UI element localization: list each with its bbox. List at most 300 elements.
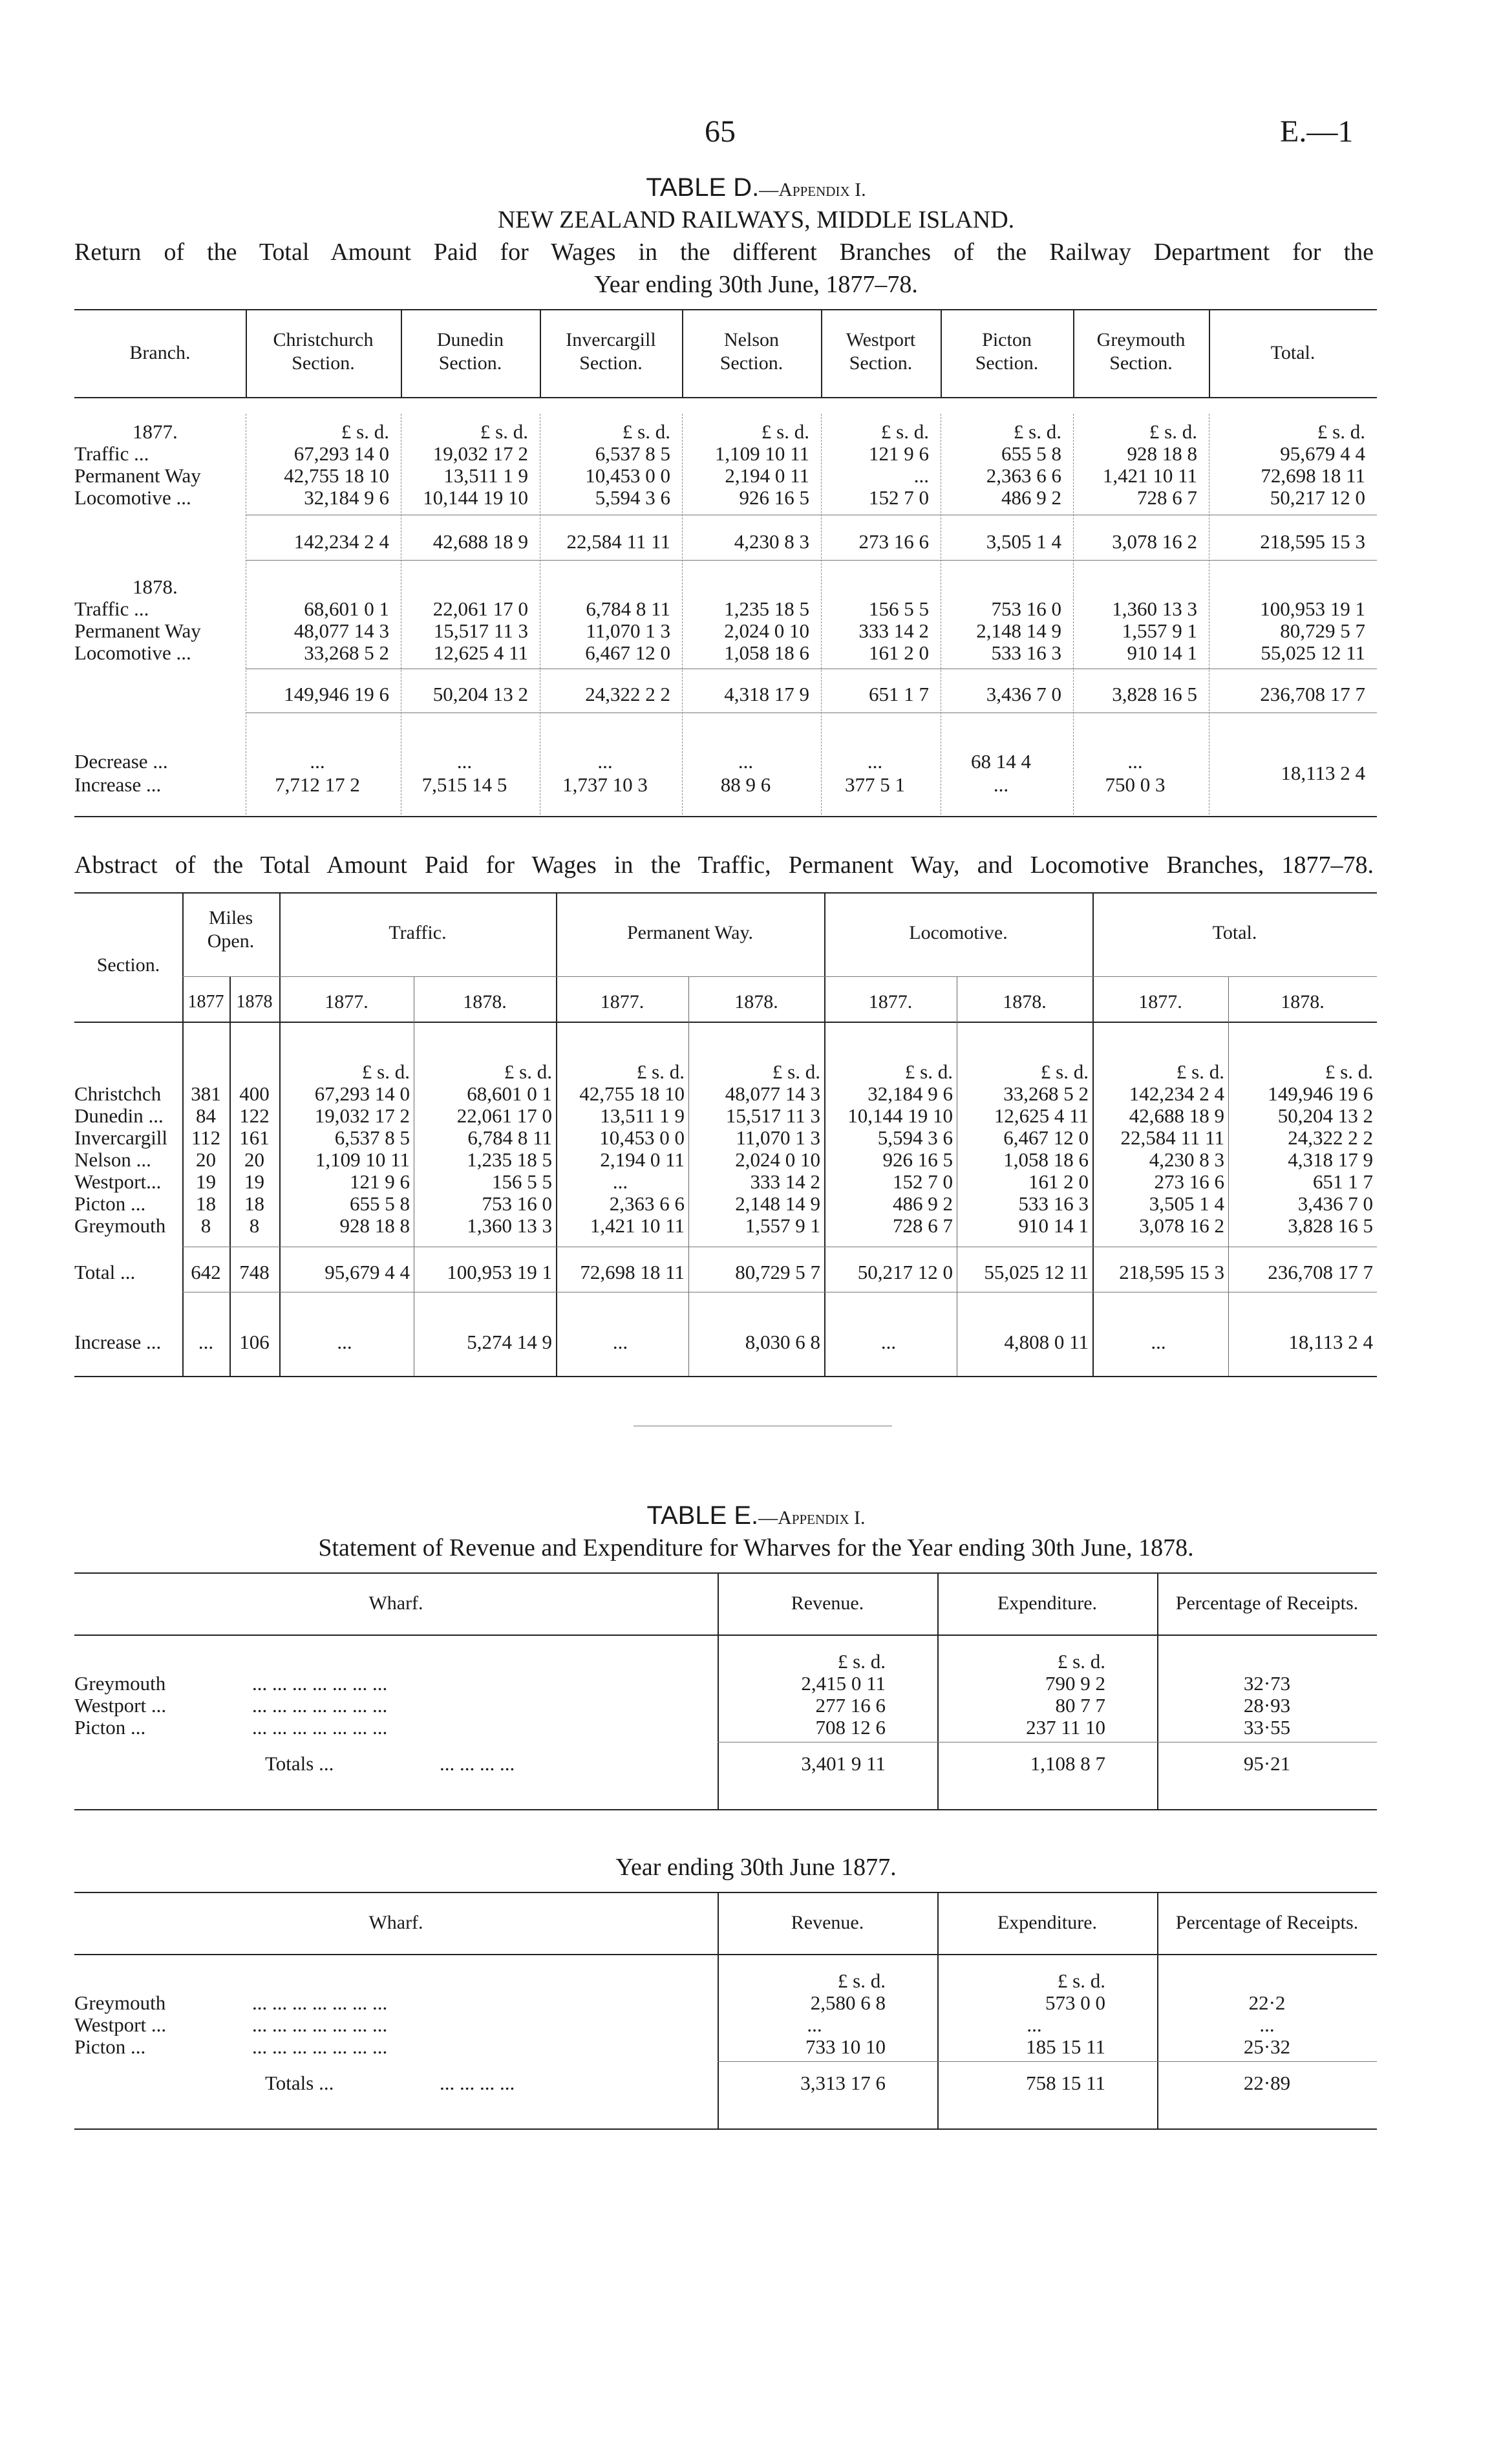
table-d-header-word: Section.: [849, 352, 913, 374]
table-d-total-1877: 22,584 11 11: [566, 530, 670, 553]
table-d-decrease-value: ...: [456, 750, 473, 773]
abstract-row-miles-1877: 8: [200, 1214, 211, 1237]
abstract-row-value: 15,517 11 3: [725, 1104, 820, 1127]
table-d-value: 22,061 17 0: [432, 597, 528, 620]
abstract-row-value: 42,755 18 10: [579, 1082, 685, 1105]
abstract-miles-word: Open.: [207, 930, 255, 952]
table-e-1877-totals-expenditure: 758 15 11: [1026, 2072, 1105, 2094]
table-d-row-label: Locomotive ...: [74, 641, 191, 664]
abstract-header-rule: [74, 1022, 1377, 1023]
table-d-increase-value: 7,515 14 5: [421, 773, 507, 796]
table-d-increase-value: ...: [993, 773, 1009, 796]
table-d-header-word: Section.: [579, 352, 643, 374]
table-e-1877-percentage: 25·32: [1243, 2035, 1291, 2058]
abstract-row-section: Westport...: [74, 1170, 162, 1193]
table-d-total-1878: 651 1 7: [869, 683, 929, 705]
table-e-1877-wharf: Westport ...: [74, 2013, 167, 2036]
abstract-row-value: 24,322 2 2: [1288, 1126, 1373, 1149]
abstract-row-value: 50,204 13 2: [1277, 1104, 1373, 1127]
table-e-1877-revenue: ...: [807, 2013, 822, 2036]
abstract-row-value: 2,194 0 11: [600, 1148, 685, 1171]
abstract-total-value: 236,708 17 7: [1268, 1261, 1373, 1283]
abstract-row-section: Christchch: [74, 1082, 162, 1105]
table-d-section-rule: [246, 560, 1377, 561]
abstract-year-header: 1878.: [734, 991, 778, 1013]
table-d-top-rule: [74, 309, 1377, 310]
abstract-row-value: 273 16 6: [1154, 1170, 1224, 1193]
table-d-lsd-header: £ s. d.: [880, 420, 929, 443]
table-d-subtitle: NEW ZEALAND RAILWAYS, MIDDLE ISLAND.: [497, 206, 1015, 233]
table-d-value: 11,070 1 3: [586, 619, 670, 642]
table-d-value: 655 5 8: [1001, 442, 1061, 465]
abstract-year-header: 1877.: [868, 991, 913, 1013]
abstract-row-value: 6,467 12 0: [1003, 1126, 1089, 1149]
abstract-lsd-header: £ s. d.: [504, 1060, 552, 1083]
table-d-decrease-value: ...: [310, 750, 325, 773]
abstract-row-value: 533 16 3: [1018, 1192, 1089, 1215]
table-d-total-1877: 273 16 6: [858, 530, 929, 553]
abstract-row-value: 753 16 0: [482, 1192, 552, 1215]
table-d-lsd-header: £ s. d.: [1013, 420, 1061, 443]
table-d-header-word: Invercargill: [566, 329, 656, 350]
abstract-row-value: 1,109 10 11: [315, 1148, 410, 1171]
abstract-lsd-header: £ s. d.: [636, 1060, 685, 1083]
table-d-header-word: Greymouth: [1096, 329, 1186, 350]
table-d-total-1877: 4,230 8 3: [734, 530, 809, 553]
table-d-value: 156 5 5: [869, 597, 929, 620]
table-d-lsd-header: £ s. d.: [480, 420, 528, 443]
table-d-row-label: Traffic ...: [74, 597, 149, 620]
table-e-1878-dots: ... ... ... ... ... ... ...: [252, 1672, 388, 1695]
document-reference: E.—1: [1280, 114, 1354, 149]
table-e-1877-expenditure: ...: [1027, 2013, 1042, 2036]
table-e-1877-totals-label: Totals ...: [265, 2072, 334, 2094]
table-e-1878-column-header: Revenue.: [791, 1592, 864, 1614]
table-d-value: 1,557 9 1: [1122, 619, 1197, 642]
table-e-1877-totals-percentage: 22·89: [1243, 2072, 1291, 2094]
abstract-row-value: 3,828 16 5: [1288, 1214, 1373, 1237]
abstract-group-header: Total.: [1212, 922, 1257, 943]
abstract-total-value: 80,729 5 7: [735, 1261, 820, 1283]
abstract-row-value: 22,061 17 0: [456, 1104, 552, 1127]
table-d-increase-value: 377 5 1: [845, 773, 905, 796]
table-d-column-header: [401, 328, 540, 375]
table-e-1877-column-header: Wharf.: [368, 1912, 423, 1933]
table-d-increase-value: 88 9 6: [720, 773, 771, 796]
table-e-1877-column-header: Percentage of Receipts.: [1175, 1912, 1359, 1933]
table-d-header-word: Dunedin: [436, 329, 504, 350]
table-d-increase-value: 18,113 2 4: [1281, 762, 1365, 784]
table-e-1878-revenue: 2,415 0 11: [801, 1672, 886, 1695]
table-e-1878-column-header: Wharf.: [368, 1592, 423, 1614]
abstract-row-value: 11,070 1 3: [736, 1126, 820, 1149]
table-d-decrease-label: Decrease ...: [74, 750, 168, 773]
table-d-value: 728 6 7: [1137, 486, 1197, 509]
table-d-total-1877: 142,234 2 4: [293, 530, 389, 553]
table-d-value: 1,360 13 3: [1112, 597, 1197, 620]
table-e-1878-revenue: 708 12 6: [815, 1716, 886, 1739]
table-e-1877-percentage: ...: [1259, 2013, 1275, 2036]
table-d-header-word: Section.: [975, 352, 1039, 374]
table-e-1877-top-rule: [74, 1892, 1377, 1893]
table-d-value: 1,058 18 6: [724, 641, 809, 664]
table-e-1877-totals-rule: [718, 2061, 1377, 2062]
abstract-lsd-header: £ s. d.: [1176, 1060, 1224, 1083]
abstract-bottom-rule: [74, 1376, 1377, 1377]
abstract-total-value: 100,953 19 1: [447, 1261, 552, 1283]
table-d-decrease-value: ...: [597, 750, 613, 773]
abstract-year-header: 1878: [236, 992, 273, 1012]
abstract-row-value: 48,077 14 3: [725, 1082, 820, 1105]
table-d-total-1878: 149,946 19 6: [284, 683, 389, 705]
table-e-1877-caption: Year ending 30th June 1877.: [615, 1854, 897, 1881]
abstract-row-section: Greymouth: [74, 1214, 166, 1237]
abstract-total-value: 218,595 15 3: [1119, 1261, 1224, 1283]
abstract-row-value: 651 1 7: [1313, 1170, 1373, 1193]
table-e-1878-totals-revenue: 3,401 9 11: [801, 1752, 886, 1775]
abstract-lsd-header: £ s. d.: [772, 1060, 820, 1083]
abstract-caption: Abstract of the Total Amount Paid for Wages in the Traffic, Permanent Way, and Locomotive Branches, 1877–78.: [74, 852, 1374, 879]
table-d-header-word: Section.: [438, 352, 502, 374]
abstract-total-value: 55,025 12 11: [984, 1261, 1089, 1283]
abstract-row-section: Picton ...: [74, 1192, 146, 1215]
abstract-row-miles-1878: 161: [239, 1126, 270, 1149]
table-d-year-1878: 1878.: [133, 575, 178, 598]
table-d-value: 33,268 5 2: [304, 641, 389, 664]
table-d-value: 5,594 3 6: [595, 486, 670, 509]
page-number: 65: [705, 114, 736, 149]
table-d-header-word: Branch.: [129, 342, 191, 363]
table-e-1878-expenditure: 237 11 10: [1026, 1716, 1105, 1739]
table-d-column-header: [246, 328, 401, 375]
table-e-1877-expenditure: 573 0 0: [1045, 1991, 1105, 2014]
abstract-row-section: Dunedin ...: [74, 1104, 164, 1127]
abstract-row-value: 22,584 11 11: [1120, 1126, 1224, 1149]
table-d-value: 95,679 4 4: [1280, 442, 1365, 465]
abstract-row-value: 2,148 14 9: [735, 1192, 820, 1215]
table-e-1878-dots: ... ... ... ... ... ... ...: [252, 1716, 388, 1739]
table-d-value: 55,025 12 11: [1261, 641, 1365, 664]
abstract-increase-value: ...: [337, 1331, 352, 1353]
abstract-row-value: 33,268 5 2: [1003, 1082, 1089, 1105]
abstract-row-value: 1,360 13 3: [467, 1214, 552, 1237]
abstract-row-value: 142,234 2 4: [1129, 1082, 1224, 1105]
table-d-value: 12,625 4 11: [433, 641, 528, 664]
table-d-value: 1,421 10 11: [1102, 464, 1197, 487]
table-d-row-label: Locomotive ...: [74, 486, 191, 509]
abstract-row-value: 5,594 3 6: [877, 1126, 953, 1149]
abstract-row-value: 486 9 2: [893, 1192, 953, 1215]
abstract-row-value: 32,184 9 6: [868, 1082, 953, 1105]
table-e-1878-totals-dots: ... ... ... ...: [440, 1752, 515, 1775]
table-d-value: 10,144 19 10: [423, 486, 528, 509]
table-d-bottom-rule: [74, 816, 1377, 817]
table-d-caption-line1: Return of the Total Amount Paid for Wages in the different Branches of the Railway Department for the: [74, 239, 1374, 266]
abstract-top-rule: [74, 892, 1377, 894]
abstract-row-value: 3,078 16 2: [1139, 1214, 1224, 1237]
abstract-total-value: 72,698 18 11: [580, 1261, 685, 1283]
table-d-total-1877: 42,688 18 9: [432, 530, 528, 553]
abstract-group-header: Traffic.: [389, 922, 447, 943]
abstract-increase-value: 5,274 14 9: [467, 1331, 552, 1353]
abstract-row-value: 68,601 0 1: [467, 1082, 552, 1105]
table-d-value: 2,148 14 9: [976, 619, 1061, 642]
abstract-increase-value: ...: [880, 1331, 897, 1353]
table-e-1877-revenue: 2,580 6 8: [810, 1991, 886, 2014]
table-e-1877-dots: ... ... ... ... ... ... ...: [252, 1991, 388, 2014]
table-d-value: 152 7 0: [869, 486, 929, 509]
abstract-increase-miles-1877: ...: [198, 1331, 214, 1353]
abstract-row-miles-1877: 20: [196, 1148, 216, 1171]
table-d-lsd-header: £ s. d.: [622, 420, 670, 443]
abstract-row-value: 910 14 1: [1018, 1214, 1089, 1237]
abstract-row-miles-1877: 381: [191, 1082, 221, 1105]
abstract-row-miles-1878: 20: [244, 1148, 264, 1171]
table-e-1878-bottom-rule: [74, 1809, 1377, 1810]
abstract-row-value: 67,293 14 0: [314, 1082, 410, 1105]
abstract-year-header: 1877.: [1138, 991, 1182, 1013]
table-d-lsd-header: £ s. d.: [1317, 420, 1365, 443]
abstract-row-value: 928 18 8: [339, 1214, 410, 1237]
table-d-title: TABLE D.: [646, 173, 760, 202]
abstract-row-value: 4,318 17 9: [1288, 1148, 1373, 1171]
table-d-column-header: [821, 328, 941, 375]
table-d-value: 1,109 10 11: [714, 442, 809, 465]
table-d-total-1878: 3,436 7 0: [986, 683, 1061, 705]
table-e-1877-totals-revenue: 3,313 17 6: [800, 2072, 886, 2094]
table-d-total-1878: 24,322 2 2: [585, 683, 670, 705]
table-d-total-1878: 3,828 16 5: [1112, 683, 1197, 705]
table-d-increase-value: 750 0 3: [1105, 773, 1166, 796]
abstract-row-value: ...: [612, 1170, 628, 1193]
abstract-year-header: 1877.: [600, 991, 644, 1013]
abstract-row-value: 4,230 8 3: [1149, 1148, 1224, 1171]
abstract-row-value: 3,505 1 4: [1149, 1192, 1224, 1215]
table-d-value: 486 9 2: [1001, 486, 1061, 509]
abstract-total-value: 50,217 12 0: [857, 1261, 953, 1283]
table-d-lsd-header: £ s. d.: [1149, 420, 1197, 443]
table-e-1877-expenditure: 185 15 11: [1026, 2035, 1105, 2058]
table-e-caption: Statement of Revenue and Expenditure for Wharves for the Year ending 30th June, 1878.: [318, 1534, 1194, 1561]
table-d-value: 161 2 0: [869, 641, 929, 664]
abstract-lsd-header: £ s. d.: [1040, 1060, 1089, 1083]
table-e-1878-column-header: Expenditure.: [997, 1592, 1098, 1614]
abstract-row-value: 13,511 1 9: [600, 1104, 685, 1127]
abstract-lsd-header: £ s. d.: [1325, 1060, 1373, 1083]
table-d-value: 2,024 0 10: [724, 619, 809, 642]
table-e-1877-dots: ... ... ... ... ... ... ...: [252, 2035, 388, 2058]
table-d-total-1877: 3,078 16 2: [1112, 530, 1197, 553]
abstract-row-section: Nelson ...: [74, 1148, 151, 1171]
table-e-1877-revenue: 733 10 10: [805, 2035, 886, 2058]
abstract-row-value: 2,024 0 10: [735, 1148, 820, 1171]
abstract-increase-value: 18,113 2 4: [1288, 1331, 1373, 1353]
abstract-row-value: 19,032 17 2: [314, 1104, 410, 1127]
abstract-miles-header: [182, 906, 279, 953]
table-e-1877-percentage: 22·2: [1248, 1991, 1286, 2014]
table-e-1878-wharf: Westport ...: [74, 1694, 167, 1717]
table-d-header-word: Section.: [719, 352, 783, 374]
table-d-value: 910 14 1: [1127, 641, 1197, 664]
table-e-1878-percentage: 32·73: [1243, 1672, 1291, 1695]
abstract-row-miles-1878: 19: [244, 1170, 264, 1193]
abstract-increase-section: Increase ...: [74, 1331, 162, 1353]
table-e-appendix: —Appendix I.: [758, 1507, 866, 1528]
table-d-header-word: Total.: [1270, 342, 1315, 363]
abstract-lsd-header: £ s. d.: [361, 1060, 410, 1083]
table-d-increase-label: Increase ...: [74, 773, 162, 796]
table-e-1878-header-rule: [74, 1635, 1377, 1636]
abstract-row-miles-1878: 122: [239, 1104, 270, 1127]
abstract-row-miles-1877: 19: [196, 1170, 216, 1193]
table-d-column-header: [941, 328, 1073, 375]
table-d-decrease-value: ...: [738, 750, 754, 773]
table-e-1877-bottom-rule: [74, 2128, 1377, 2130]
abstract-row-section: Invercargill: [74, 1126, 168, 1149]
abstract-row-value: 161 2 0: [1028, 1170, 1089, 1193]
table-e-1877-column-header: Revenue.: [791, 1912, 864, 1933]
table-d-decrease-value: 68 14 4: [971, 750, 1031, 773]
abstract-row-value: 42,688 18 9: [1129, 1104, 1224, 1127]
table-d-increase-value: 7,712 17 2: [275, 773, 360, 796]
table-d-value: ...: [913, 464, 929, 487]
abstract-subheader-rule: [279, 976, 1377, 977]
table-d-value: 32,184 9 6: [304, 486, 389, 509]
table-d-value: 72,698 18 11: [1261, 464, 1365, 487]
table-d-row-label: Permanent Way: [74, 619, 201, 642]
table-d-value: 6,467 12 0: [585, 641, 670, 664]
abstract-row-value: 121 9 6: [350, 1170, 410, 1193]
abstract-row-value: 655 5 8: [350, 1192, 410, 1215]
abstract-row-value: 1,421 10 11: [590, 1214, 685, 1237]
abstract-subheader-rule: [182, 976, 279, 977]
table-d-total-1878: 4,318 17 9: [724, 683, 809, 705]
table-d-value: 928 18 8: [1127, 442, 1197, 465]
table-d-header-word: Nelson: [724, 329, 779, 350]
table-d-value: 926 16 5: [739, 486, 809, 509]
abstract-row-value: 333 14 2: [750, 1170, 820, 1193]
table-d-value: 533 16 3: [991, 641, 1061, 664]
abstract-total-section: Total ...: [74, 1261, 136, 1283]
abstract-row-miles-1877: 18: [196, 1192, 216, 1215]
abstract-row-miles-1878: 400: [239, 1082, 270, 1105]
table-e-1878-revenue: 277 16 6: [815, 1694, 886, 1717]
table-d-column-header: [74, 341, 246, 365]
table-d-value: 6,537 8 5: [595, 442, 670, 465]
abstract-increase-value: ...: [1151, 1331, 1166, 1353]
abstract-row-value: 1,557 9 1: [745, 1214, 820, 1237]
table-d-column-header: [1073, 328, 1209, 375]
abstract-year-header: 1878.: [463, 991, 507, 1013]
table-d-value: 19,032 17 2: [432, 442, 528, 465]
table-d-year-1877: 1877.: [133, 420, 178, 443]
abstract-row-miles-1877: 84: [196, 1104, 216, 1127]
abstract-increase-miles-1878: 106: [239, 1331, 270, 1353]
table-d-total-1877: 218,595 15 3: [1260, 530, 1365, 553]
abstract-row-value: 926 16 5: [882, 1148, 953, 1171]
table-e-1877-wharf: Greymouth: [74, 1991, 166, 2014]
table-e-1877-lsd-revenue: £ s. d.: [837, 1969, 886, 1992]
table-e-1878-totals-percentage: 95·21: [1243, 1752, 1291, 1775]
table-d-value: 6,784 8 11: [586, 597, 670, 620]
abstract-year-header: 1877.: [325, 991, 368, 1013]
table-d-value: 10,453 0 0: [585, 464, 670, 487]
table-d-value: 80,729 5 7: [1280, 619, 1365, 642]
abstract-year-header: 1878.: [1281, 991, 1325, 1013]
table-e-1878-lsd-expenditure: £ s. d.: [1057, 1650, 1105, 1673]
table-e-1878-column-header: Percentage of Receipts.: [1175, 1592, 1359, 1614]
table-d-value: 753 16 0: [991, 597, 1061, 620]
abstract-total-miles-1877: 642: [191, 1261, 221, 1283]
table-e-1878-wharf: Picton ...: [74, 1716, 146, 1739]
table-d-header-word: Section.: [292, 352, 355, 374]
abstract-increase-value: ...: [612, 1331, 628, 1353]
table-d-value: 2,194 0 11: [725, 464, 809, 487]
table-e-1877-dots: ... ... ... ... ... ... ...: [252, 2013, 388, 2036]
table-d-value: 1,235 18 5: [724, 597, 809, 620]
table-e-1878-expenditure: 80 7 7: [1055, 1694, 1105, 1717]
abstract-row-miles-1878: 18: [244, 1192, 264, 1215]
table-d-total-1878: 50,204 13 2: [432, 683, 528, 705]
abstract-miles-word: Miles: [208, 907, 253, 928]
table-e-1878-dots: ... ... ... ... ... ... ...: [252, 1694, 388, 1717]
table-d-value: 121 9 6: [869, 442, 929, 465]
table-d-row-label: Permanent Way: [74, 464, 201, 487]
table-d-value: 68,601 0 1: [304, 597, 389, 620]
table-e-1878-percentage: 33·55: [1243, 1716, 1291, 1739]
table-d-value: 50,217 12 0: [1270, 486, 1365, 509]
table-d-header-word: Picton: [982, 329, 1032, 350]
abstract-row-value: 10,144 19 10: [847, 1104, 953, 1127]
table-d-value: 2,363 6 6: [986, 464, 1061, 487]
table-d-value: 13,511 1 9: [443, 464, 528, 487]
abstract-row-value: 149,946 19 6: [1268, 1082, 1373, 1105]
table-d-lsd-header: £ s. d.: [341, 420, 389, 443]
table-d-value: 15,517 11 3: [433, 619, 528, 642]
table-d-value: 42,755 18 10: [284, 464, 389, 487]
table-d-decrease-value: ...: [867, 750, 883, 773]
table-d-value: 48,077 14 3: [293, 619, 389, 642]
abstract-year-header: 1877: [187, 992, 224, 1012]
table-d-caption-line2: Year ending 30th June, 1877–78.: [594, 271, 918, 298]
table-d-row-label: Traffic ...: [74, 442, 149, 465]
abstract-total-miles-1878: 748: [239, 1261, 270, 1283]
abstract-lsd-header: £ s. d.: [904, 1060, 953, 1083]
abstract-row-miles-1877: 112: [191, 1126, 221, 1149]
abstract-row-value: 152 7 0: [893, 1170, 953, 1193]
table-e-1877-header-rule: [74, 1954, 1377, 1955]
table-d-value: 67,293 14 0: [293, 442, 389, 465]
table-e-1878-totals-expenditure: 1,108 8 7: [1030, 1752, 1105, 1775]
table-e-1878-wharf: Greymouth: [74, 1672, 166, 1695]
abstract-increase-value: 4,808 0 11: [1004, 1331, 1089, 1353]
table-e-1878-lsd-revenue: £ s. d.: [837, 1650, 886, 1673]
table-d-total-1877: 3,505 1 4: [986, 530, 1061, 553]
abstract-row-value: 6,784 8 11: [467, 1126, 552, 1149]
table-d-value: 333 14 2: [858, 619, 929, 642]
abstract-row-miles-1878: 8: [249, 1214, 260, 1237]
table-e-1877-column-header: Expenditure.: [997, 1912, 1098, 1933]
table-d-decrease-value: ...: [1127, 750, 1143, 773]
abstract-row-value: 728 6 7: [893, 1214, 953, 1237]
table-e-title: TABLE E.: [646, 1501, 759, 1530]
table-e-heading: [0, 1501, 1512, 1530]
abstract-group-header: Permanent Way.: [626, 922, 754, 943]
table-d-column-header: [540, 328, 682, 375]
table-e-1878-top-rule: [74, 1572, 1377, 1574]
table-e-1877-totals-dots: ... ... ... ...: [440, 2072, 515, 2094]
abstract-section-header: Section.: [96, 954, 160, 976]
